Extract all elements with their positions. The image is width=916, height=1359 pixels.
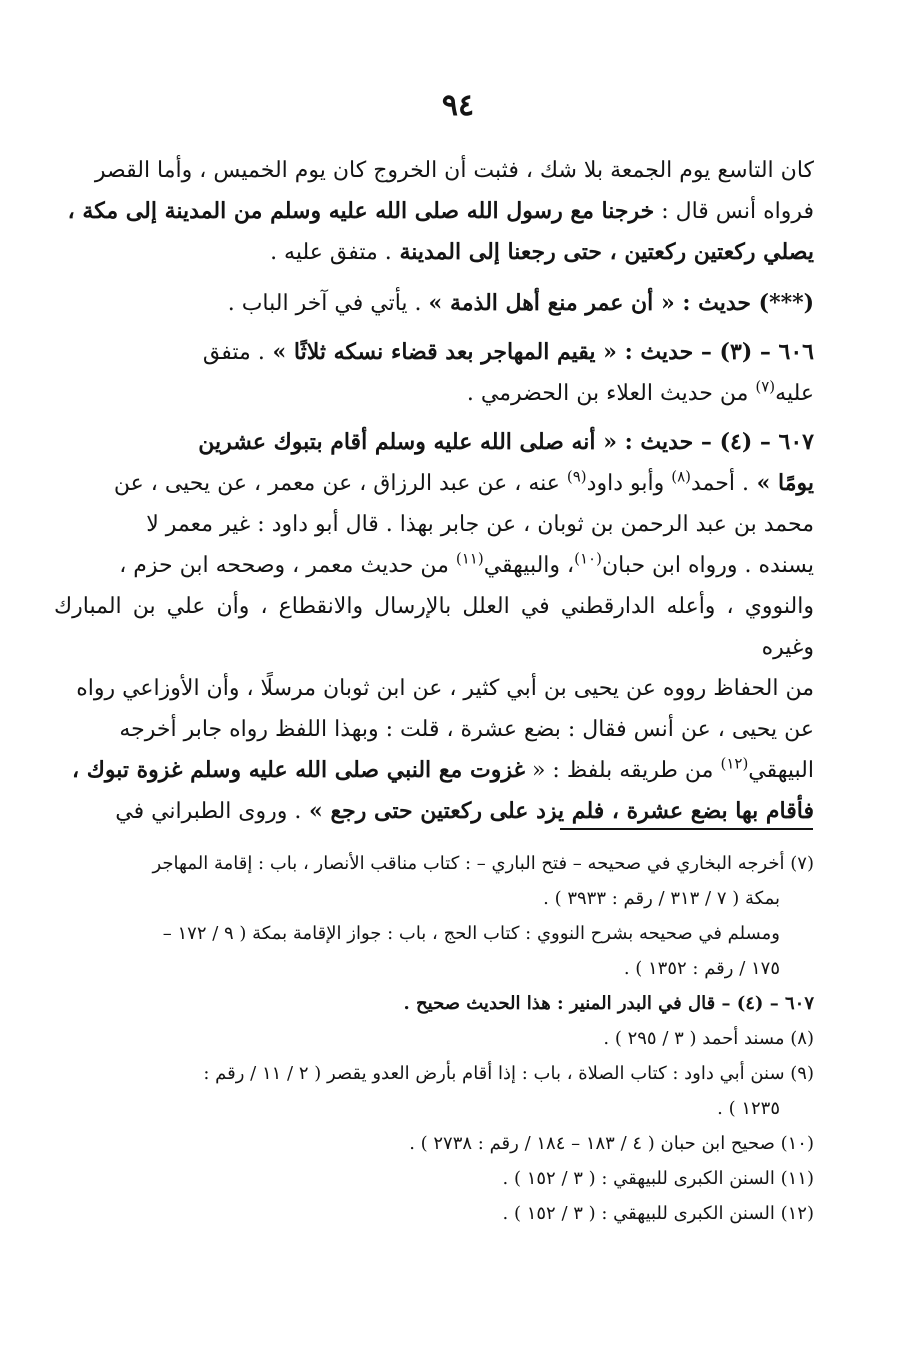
hadith-text: خرجنا مع رسول الله صلى الله عليه وسلم من المدينة إلى مكة ، bbox=[67, 198, 655, 224]
text-line bbox=[54, 750, 814, 791]
text-span: . وروى الطبراني في bbox=[115, 799, 302, 824]
main-text bbox=[54, 150, 814, 832]
hadith-heading: ٦٠٧ – (٤) – حديث : « أنه صلى الله عليه وسلم أقام بتبوك عشرين bbox=[198, 429, 814, 455]
text-line bbox=[54, 191, 814, 232]
text-line bbox=[54, 586, 814, 668]
footnote-line: (٧) أخرجه البخاري في صحيحه – فتح الباري – : كتاب مناقب الأنصار ، باب : إقامة المهاجر bbox=[152, 853, 814, 874]
footnote-heading: ٦٠٧ – (٤) – قال في البدر المنير : هذا الحديث صحيح . bbox=[403, 993, 814, 1014]
footnote-marker: (٧) bbox=[755, 377, 776, 396]
text-span: من حديث معمر ، وصححه ابن حزم ، bbox=[119, 553, 456, 578]
footnote-line: (١٢) السنن الكبرى للبيهقي : ( ٣ / ١٥٢ ) . bbox=[502, 1203, 814, 1224]
footnote-line: (١١) السنن الكبرى للبيهقي : ( ٣ / ١٥٢ ) . bbox=[502, 1168, 814, 1189]
hadith-heading: ٦٠٦ – (٣) – حديث : « يقيم المهاجر بعد قضاء نسكه ثلاثًا » bbox=[264, 339, 814, 365]
footnote-line: (١٠) صحيح ابن حبان ( ٤ / ١٨٣ – ١٨٤ / رقم : ٢٧٣٨ ) . bbox=[409, 1133, 814, 1154]
text-span: كان التاسع يوم الجمعة بلا شك ، فثبت أن الخروج كان يوم الخميس ، وأما القصر bbox=[94, 158, 814, 183]
footnote-line bbox=[54, 986, 814, 1021]
text-line bbox=[54, 504, 814, 545]
footnote-line: ومسلم في صحيحه بشرح النووي : كتاب الحج ، باب : جواز الإقامة بمكة ( ٩ / ١٧٢ – bbox=[162, 923, 780, 944]
text-line bbox=[54, 283, 814, 324]
text-span: من حديث العلاء بن الحضرمي . bbox=[466, 381, 756, 406]
text-span: محمد بن عبد الرحمن بن ثوبان ، عن جابر بهذا . قال أبو داود : غير معمر لا bbox=[146, 512, 814, 537]
text-span: البيهقي bbox=[748, 758, 814, 783]
hadith-heading: (***) حديث : « أن عمر منع أهل الذمة » bbox=[428, 290, 814, 316]
footnote-line: ١٧٥ / رقم : ١٣٥٢ ) . bbox=[623, 958, 780, 979]
text-line bbox=[54, 332, 814, 373]
footnote-marker: (١٢) bbox=[720, 754, 749, 773]
text-span: . أحمد bbox=[690, 471, 749, 496]
text-span: وأبو داود bbox=[586, 471, 672, 496]
text-span: عليه bbox=[775, 381, 814, 406]
text-line bbox=[54, 545, 814, 586]
footnote-marker: (٩) bbox=[566, 467, 587, 486]
text-line bbox=[54, 150, 814, 191]
hadith-heading: يومًا » bbox=[748, 470, 814, 496]
text-span: . متفق عليه . bbox=[270, 240, 392, 265]
footnote-marker: (١٠) bbox=[574, 549, 602, 568]
footnote-divider bbox=[560, 828, 813, 830]
hadith-text: فأقام بها بضع عشرة ، فلم يزد على ركعتين حتى رجع » bbox=[301, 798, 814, 824]
footnote-marker: (٨) bbox=[671, 467, 691, 486]
text-line bbox=[54, 422, 814, 463]
text-line bbox=[54, 709, 814, 750]
footnote-line: (٨) مسند أحمد ( ٣ / ٢٩٥ ) . bbox=[603, 1028, 814, 1049]
text-line bbox=[54, 463, 814, 504]
footnote-line: ١٢٣٥ ) . bbox=[717, 1098, 780, 1119]
footnote-line: (٩) سنن أبي داود : كتاب الصلاة ، باب : إذا أقام بأرض العدو يقصر ( ٢ / ١١ / رقم : bbox=[203, 1063, 814, 1084]
text-span: . يأتي في آخر الباب . bbox=[227, 291, 429, 316]
text-line bbox=[54, 668, 814, 709]
text-span: عنه ، عن عبد الرزاق ، عن معمر ، عن يحيى ، عن bbox=[113, 471, 567, 496]
footnotes bbox=[54, 846, 814, 1231]
text-line bbox=[54, 791, 814, 832]
text-line bbox=[54, 232, 814, 273]
page-number: ٩٤ bbox=[441, 88, 475, 123]
footnote-line: بمكة ( ٧ / ٣١٣ / رقم : ٣٩٣٣ ) . bbox=[543, 888, 780, 909]
text-span: عن يحيى ، عن أنس فقال : بضع عشرة ، قلت : وبهذا اللفظ رواه جابر أخرجه bbox=[119, 717, 814, 742]
text-span: من طريقه بلفظ : « bbox=[524, 758, 721, 783]
text-span: ، والبيهقي bbox=[483, 553, 575, 578]
text-span: من الحفاظ رووه عن يحيى بن أبي كثير ، عن ابن ثوبان مرسلًا ، وأن الأوزاعي رواه bbox=[76, 676, 814, 701]
text-span: والنووي ، وأعله الدارقطني في العلل بالإرسال والانقطاع ، وأن علي بن المبارك وغيره bbox=[54, 594, 814, 660]
text-span: . متفق bbox=[202, 340, 265, 365]
hadith-text: غزوت مع النبي صلى الله عليه وسلم غزوة تبوك ، bbox=[71, 757, 525, 783]
footnote-marker: (١١) bbox=[455, 549, 484, 568]
text-span: يسنده . ورواه ابن حبان bbox=[601, 553, 814, 578]
hadith-text: يصلي ركعتين ركعتين ، حتى رجعنا إلى المدينة bbox=[391, 239, 814, 265]
text-line bbox=[54, 373, 814, 414]
text-span: فرواه أنس قال : bbox=[654, 199, 814, 224]
